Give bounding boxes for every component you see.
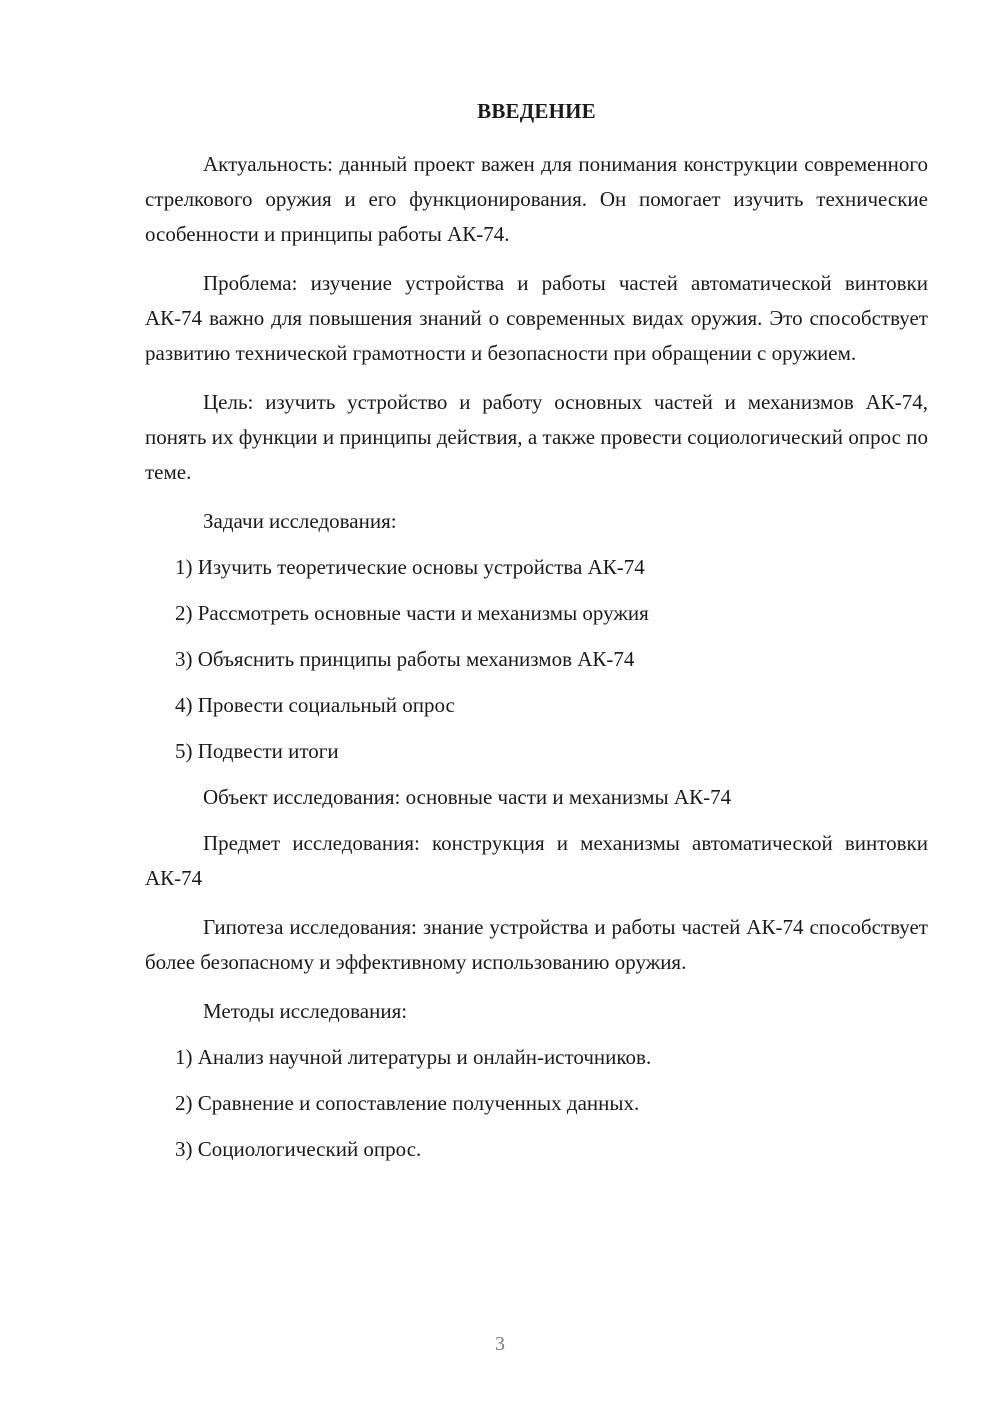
method-item: 2) Сравнение и сопоставление полученных данных. <box>175 1091 640 1115</box>
method-item: 3) Социологический опрос. <box>175 1137 422 1161</box>
tasks-heading: Задачи исследования: <box>203 509 397 533</box>
page-number: 3 <box>495 1333 505 1355</box>
methods-heading: Методы исследования: <box>203 999 408 1023</box>
relevance-paragraph: Актуальность: данный проект важен для понимания конструкции современного стрелкового оружия и его функционирования. Он помогает изучить технические особенности и принципы работы АК-74. <box>145 152 928 246</box>
hypothesis-paragraph: Гипотеза исследования: знание устройства и работы частей АК-74 способствует более безопасному и эффективному использованию оружия. <box>145 915 928 974</box>
task-item: 2) Рассмотреть основные части и механизмы оружия <box>175 601 649 625</box>
subject-paragraph: Предмет исследования: конструкция и механизмы автоматической винтовки АК-74 <box>145 831 928 890</box>
methods-list <box>145 1040 928 1167</box>
object-paragraph: Объект исследования: основные части и механизмы АК-74 <box>203 785 732 809</box>
method-item: 1) Анализ научной литературы и онлайн-источников. <box>175 1045 652 1069</box>
page-content <box>145 95 928 1178</box>
task-item: 4) Провести социальный опрос <box>175 693 455 717</box>
task-item: 3) Объяснить принципы работы механизмов АК-74 <box>175 647 635 671</box>
task-item: 1) Изучить теоретические основы устройства АК-74 <box>175 555 645 579</box>
goal-paragraph: Цель: изучить устройство и работу основных частей и механизмов АК-74, понять их функции и принципы действия, а также провести социологический опрос по теме. <box>145 390 928 484</box>
section-title: ВВЕДЕНИЕ <box>477 99 596 123</box>
tasks-list <box>145 550 928 769</box>
problem-paragraph: Проблема: изучение устройства и работы частей автоматической винтовки АК-74 важно для повышения знаний о современных видах оружия. Это способствует развитию технической грамотности и безопасности при обращении с оружием. <box>145 271 928 365</box>
task-item: 5) Подвести итоги <box>175 739 339 763</box>
